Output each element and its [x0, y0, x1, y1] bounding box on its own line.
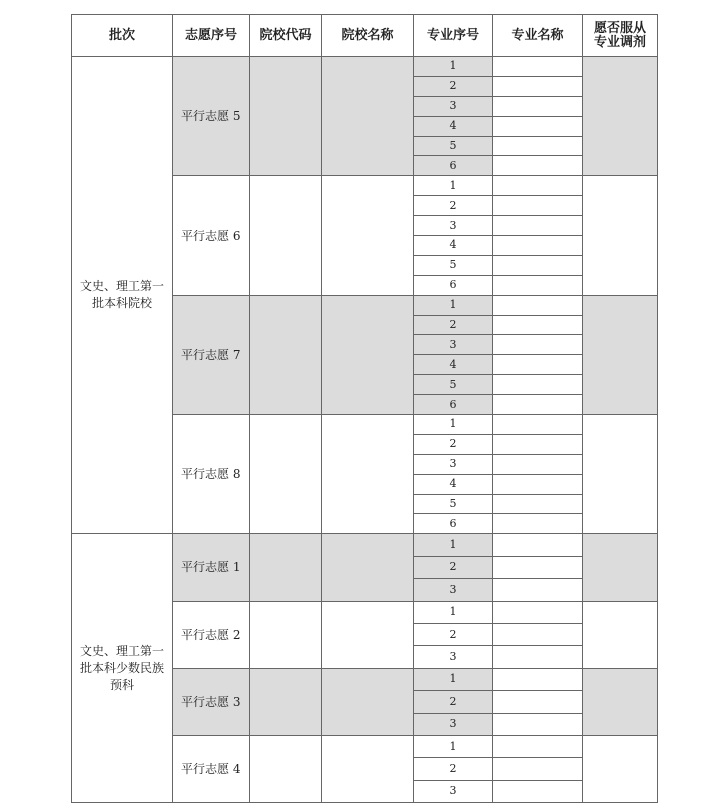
major-no-cell: 4: [414, 116, 493, 136]
school-name-cell[interactable]: [322, 57, 414, 176]
major-no-cell: 3: [414, 646, 493, 668]
major-name-cell[interactable]: [493, 236, 583, 256]
adjust-cell[interactable]: [583, 57, 658, 176]
major-no-cell: 5: [414, 375, 493, 395]
major-no-cell: 2: [414, 758, 493, 780]
adjust-cell[interactable]: [583, 668, 658, 735]
adjust-cell[interactable]: [583, 415, 658, 534]
major-no-cell: 1: [414, 668, 493, 690]
major-no-cell: 2: [414, 623, 493, 645]
school-name-cell[interactable]: [322, 176, 414, 295]
table-row: [72, 57, 658, 77]
major-no-cell: 1: [414, 176, 493, 196]
adjust-cell[interactable]: [583, 735, 658, 802]
header-choice-no: 志愿序号: [173, 15, 250, 57]
header-school-code: 院校代码: [250, 15, 322, 57]
major-name-cell[interactable]: [493, 375, 583, 395]
major-name-cell[interactable]: [493, 494, 583, 514]
major-name-cell[interactable]: [493, 735, 583, 757]
choice-label: 平行志愿 7: [173, 295, 250, 414]
choice-label: 平行志愿 2: [173, 601, 250, 668]
major-name-cell[interactable]: [493, 534, 583, 556]
major-no-cell: 2: [414, 196, 493, 216]
table-row: [72, 534, 658, 556]
major-no-cell: 3: [414, 579, 493, 601]
major-no-cell: 6: [414, 514, 493, 534]
major-no-cell: 2: [414, 556, 493, 578]
major-name-cell[interactable]: [493, 668, 583, 690]
major-name-cell[interactable]: [493, 57, 583, 77]
school-code-cell[interactable]: [250, 735, 322, 802]
application-form-table: [71, 14, 658, 803]
major-no-cell: 3: [414, 96, 493, 116]
major-no-cell: 1: [414, 601, 493, 623]
major-no-cell: 3: [414, 216, 493, 236]
major-name-cell[interactable]: [493, 76, 583, 96]
major-name-cell[interactable]: [493, 275, 583, 295]
adjust-cell[interactable]: [583, 295, 658, 414]
major-no-cell: 4: [414, 236, 493, 256]
major-name-cell[interactable]: [493, 136, 583, 156]
major-name-cell[interactable]: [493, 255, 583, 275]
school-code-cell[interactable]: [250, 57, 322, 176]
major-name-cell[interactable]: [493, 434, 583, 454]
major-no-cell: 5: [414, 136, 493, 156]
header-adjust-line1: 愿否服从: [593, 20, 646, 36]
major-name-cell[interactable]: [493, 514, 583, 534]
major-name-cell[interactable]: [493, 623, 583, 645]
major-name-cell[interactable]: [493, 780, 583, 802]
batch-cell: 文史、理工第一批本科院校: [72, 57, 173, 534]
major-name-cell[interactable]: [493, 315, 583, 335]
major-no-cell: 4: [414, 355, 493, 375]
major-name-cell[interactable]: [493, 196, 583, 216]
major-no-cell: 5: [414, 255, 493, 275]
major-no-cell: 4: [414, 474, 493, 494]
form-body: [72, 57, 658, 803]
major-no-cell: 1: [414, 57, 493, 77]
school-name-cell[interactable]: [322, 534, 414, 601]
major-name-cell[interactable]: [493, 116, 583, 136]
major-name-cell[interactable]: [493, 415, 583, 435]
major-name-cell[interactable]: [493, 758, 583, 780]
choice-label: 平行志愿 1: [173, 534, 250, 601]
adjust-cell[interactable]: [583, 176, 658, 295]
major-no-cell: 2: [414, 434, 493, 454]
major-name-cell[interactable]: [493, 176, 583, 196]
major-no-cell: 2: [414, 691, 493, 713]
major-no-cell: 3: [414, 454, 493, 474]
batch-cell: 文史、理工第一批本科少数民族预科: [72, 534, 173, 803]
major-no-cell: 3: [414, 335, 493, 355]
major-name-cell[interactable]: [493, 156, 583, 176]
major-name-cell[interactable]: [493, 556, 583, 578]
major-no-cell: 3: [414, 780, 493, 802]
school-code-cell[interactable]: [250, 295, 322, 414]
major-name-cell[interactable]: [493, 216, 583, 236]
major-no-cell: 2: [414, 315, 493, 335]
major-name-cell[interactable]: [493, 395, 583, 415]
major-name-cell[interactable]: [493, 601, 583, 623]
header-major-no: 专业序号: [414, 15, 493, 57]
major-no-cell: 6: [414, 156, 493, 176]
major-no-cell: 2: [414, 76, 493, 96]
adjust-cell[interactable]: [583, 601, 658, 668]
major-name-cell[interactable]: [493, 454, 583, 474]
major-name-cell[interactable]: [493, 646, 583, 668]
school-name-cell[interactable]: [322, 295, 414, 414]
header-adjust: [583, 15, 658, 57]
header-adjust-line2: 专业调剂: [593, 34, 646, 50]
major-name-cell[interactable]: [493, 474, 583, 494]
school-name-cell[interactable]: [322, 735, 414, 802]
major-no-cell: 1: [414, 415, 493, 435]
major-no-cell: 1: [414, 295, 493, 315]
school-code-cell[interactable]: [250, 668, 322, 735]
school-code-cell[interactable]: [250, 415, 322, 534]
adjust-cell[interactable]: [583, 534, 658, 601]
major-name-cell[interactable]: [493, 355, 583, 375]
header-school-name: 院校名称: [322, 15, 414, 57]
major-name-cell[interactable]: [493, 691, 583, 713]
header-batch: 批次: [72, 15, 173, 57]
major-name-cell[interactable]: [493, 579, 583, 601]
major-name-cell[interactable]: [493, 295, 583, 315]
major-no-cell: 1: [414, 735, 493, 757]
major-name-cell[interactable]: [493, 335, 583, 355]
school-name-cell[interactable]: [322, 668, 414, 735]
major-no-cell: 6: [414, 275, 493, 295]
choice-label: 平行志愿 4: [173, 735, 250, 802]
choice-label: 平行志愿 3: [173, 668, 250, 735]
major-no-cell: 1: [414, 534, 493, 556]
school-name-cell[interactable]: [322, 415, 414, 534]
major-name-cell[interactable]: [493, 713, 583, 735]
choice-label: 平行志愿 8: [173, 415, 250, 534]
major-no-cell: 6: [414, 395, 493, 415]
major-name-cell[interactable]: [493, 96, 583, 116]
major-no-cell: 5: [414, 494, 493, 514]
school-code-cell[interactable]: [250, 601, 322, 668]
school-code-cell[interactable]: [250, 176, 322, 295]
choice-label: 平行志愿 6: [173, 176, 250, 295]
school-code-cell[interactable]: [250, 534, 322, 601]
school-name-cell[interactable]: [322, 601, 414, 668]
header-row: [72, 15, 658, 57]
major-no-cell: 3: [414, 713, 493, 735]
header-major-name: 专业名称: [493, 15, 583, 57]
choice-label: 平行志愿 5: [173, 57, 250, 176]
